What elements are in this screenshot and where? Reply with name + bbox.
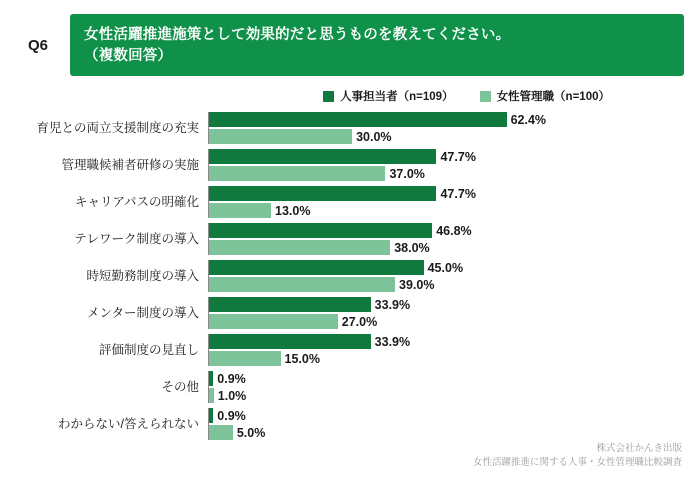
bar-series-2 (209, 314, 338, 329)
bar-series-1 (209, 149, 436, 164)
category-label: その他 (161, 379, 199, 394)
bar-wrapper (209, 112, 684, 127)
bar-value-label: 27.0% (341, 314, 378, 329)
chart-row (16, 334, 684, 366)
bar-series-1 (209, 223, 432, 238)
bar-value-label: 1.0% (217, 388, 247, 403)
question-title-line-2: （複数回答） (84, 48, 173, 64)
bar-series-2 (209, 240, 390, 255)
bar-wrapper (209, 297, 684, 312)
bar-group (208, 112, 684, 144)
bar-group (208, 260, 684, 292)
bar-group (208, 186, 684, 218)
bar-series-2 (209, 277, 395, 292)
bar-value-label: 15.0% (284, 351, 320, 366)
chart-row (16, 112, 684, 144)
bar-group (208, 297, 684, 329)
bar-series-2 (209, 166, 385, 181)
category-label: 管理職候補者研修の実施 (61, 157, 199, 172)
slide-header (16, 14, 684, 76)
bar-group (208, 149, 684, 181)
bar-group (208, 223, 684, 255)
chart-row (16, 297, 684, 329)
bar-wrapper (209, 166, 684, 181)
bar-group (208, 371, 684, 403)
bar-series-1 (209, 186, 436, 201)
bar-wrapper (209, 260, 684, 275)
bar-series-2 (209, 203, 271, 218)
legend-swatch-icon (480, 91, 491, 102)
source-credit (473, 442, 682, 471)
chart-row (16, 371, 684, 403)
question-title-line-1: 女性活躍推進施策として効果的だと思うものを教えてください。 (84, 26, 511, 43)
question-number: Q6 (27, 36, 48, 54)
grouped-bar-chart (16, 112, 684, 440)
bar-wrapper (209, 351, 684, 366)
bar-wrapper (209, 371, 684, 386)
chart-row (16, 223, 684, 255)
bar-series-2 (209, 129, 352, 144)
category-label: メンター制度の導入 (86, 305, 199, 320)
bar-series-1 (209, 112, 507, 127)
bar-value-label: 0.9% (217, 408, 246, 423)
bar-value-label: 13.0% (275, 203, 311, 218)
bar-value-label: 38.0% (394, 240, 430, 255)
category-label: わからない/答えられない (58, 416, 199, 431)
bar-value-label: 62.4% (510, 112, 547, 127)
bar-wrapper (209, 186, 684, 201)
legend-swatch-icon (323, 91, 334, 102)
category-label: 育児との両立支援制度の充実 (36, 120, 199, 135)
bar-series-2 (209, 351, 281, 366)
bar-wrapper (209, 388, 684, 403)
bar-value-label: 5.0% (236, 425, 266, 440)
bar-wrapper (209, 425, 684, 440)
bar-wrapper (209, 223, 684, 238)
bar-value-label: 37.0% (389, 166, 425, 181)
bar-wrapper (209, 408, 684, 423)
source-company: 株式会社かんき出版 (596, 442, 682, 454)
bar-value-label: 47.7% (440, 186, 476, 201)
question-title-band (70, 14, 684, 76)
legend-label-series-1: 人事担当者（n=109） (340, 91, 454, 103)
chart-row (16, 186, 684, 218)
bar-value-label: 33.9% (374, 334, 411, 349)
chart-row (16, 149, 684, 181)
bar-value-label: 46.8% (436, 223, 472, 238)
bar-series-1 (209, 297, 371, 312)
bar-group (208, 408, 684, 440)
bar-series-2 (209, 425, 233, 440)
category-label: 評価制度の見直し (98, 342, 199, 357)
bar-wrapper (209, 240, 684, 255)
bar-value-label: 39.0% (399, 277, 435, 292)
bar-value-label: 30.0% (356, 129, 392, 144)
legend-item-series-1 (323, 88, 453, 104)
source-survey: 女性活躍推進に関する人事・女性管理職比較調査 (472, 457, 682, 469)
chart-row (16, 260, 684, 292)
legend-item-series-2 (480, 88, 610, 104)
bar-series-1 (209, 334, 371, 349)
bar-series-1 (209, 260, 424, 275)
bar-wrapper (209, 149, 684, 164)
bar-value-label: 33.9% (374, 297, 411, 312)
bar-value-label: 47.7% (440, 149, 476, 164)
bar-wrapper (209, 277, 684, 292)
bar-wrapper (209, 129, 684, 144)
bar-wrapper (209, 314, 684, 329)
bar-group (208, 334, 684, 366)
bar-wrapper (209, 334, 684, 349)
category-label: キャリアパスの明確化 (74, 194, 199, 209)
bar-wrapper (209, 203, 684, 218)
chart-legend (16, 88, 684, 104)
legend-label-series-2: 女性管理職（n=100） (496, 91, 610, 103)
bar-value-label: 0.9% (217, 371, 246, 386)
bar-value-label: 45.0% (427, 260, 464, 275)
category-label: 時短勤務制度の導入 (86, 268, 199, 283)
chart-row (16, 408, 684, 440)
category-label: テレワーク制度の導入 (74, 231, 199, 246)
